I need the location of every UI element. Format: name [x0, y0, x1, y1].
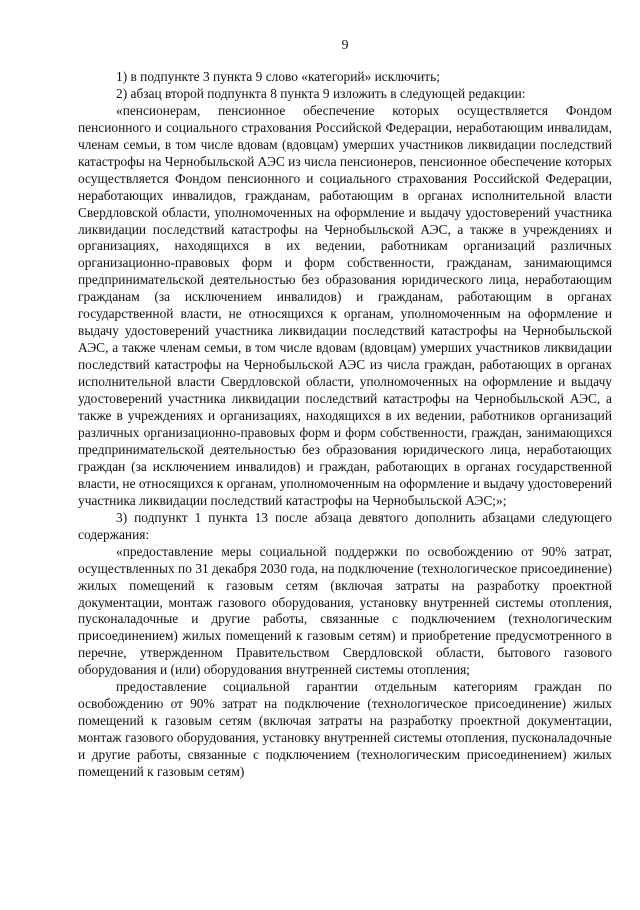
paragraph-new-wording: «пенсионерам, пенсионное обеспечение которых осуществляется Фондом пенсионного и социального страхования Российской Федерации, неработающим инвалидам, членам семьи, в том числе вдовам (вдовцам) умерших участников ликвидации последствий катастрофы на Чернобыльской АЭС из числа пенсионеров, пенсионное обеспечение которых осуществляется Фондом пенсионного и социального страхования Российской Федерации, неработающих инвалидов, гражданам, работающим в органах исполнительной власти Свердловской области, уполномоченных на оформление и выдачу удостоверений участника ликвидации последствий катастрофы на Чернобыльской АЭС, а также в учреждениях и организациях, находящихся в их ведении, работникам организаций различных организационно-правовых форм и форм собственности, гражданам, занимающимся предпринимательской деятельностью без образования юридического лица, неработающим гражданам (за исключением инвалидов) и гражданам, работающим в органах государственной власти, не относящихся к органам, уполномоченным на оформление и выдачу удостоверений участника ликвидации последствий катастрофы на Чернобыльской АЭС, а также членам семьи, в том числе вдовам (вдовцам) умерших участников ликвидации последствий катастрофы на Чернобыльской АЭС из числа граждан, работающих в органах исполнительной власти Свердловской области, уполномоченных на оформление и выдачу удостоверений участника ликвидации последствий катастрофы на Чернобыльской АЭС, а также в учреждениях и организациях, находящихся в их ведении, работников организаций различных организационно-правовых форм и форм собственности, граждан, занимающихся предпринимательской деятельностью без образования юридического лица, неработающих граждан (за исключением инвалидов) и граждан, работающих в органах государственной власти, не относящихся к органам, уполномоченным на оформление и выдачу удостоверений участника ликвидации последствий катастрофы на Чернобыльской АЭС;»;: [78, 102, 612, 508]
paragraph-item-1: 1) в подпункте 3 пункта 9 слово «категорий» исключить;: [116, 68, 440, 84]
page-number: 9: [341, 38, 349, 53]
paragraph-item-2: 2) абзац второй подпункта 8 пункта 9 изложить в следующей редакции:: [116, 85, 526, 101]
paragraph-social-guarantee: предоставление социальной гарантии отдельным категориям граждан по освобождению от 90% затрат на подключение (технологическое присоединение) жилых помещений к газовым сетям (включая затраты на разработку проектной документации, монтаж газового оборудования, установку внутренней системы отопления, пусконаладочные и другие работы, связанные с подключением (технологическим присоединением) жилых помещений к газовым сетям): [78, 679, 612, 780]
paragraph-item-3: 3) подпункт 1 пункта 13 после абзаца девятого дополнить абзацами следующего содержания:: [78, 509, 612, 542]
paragraph-social-support: «предоставление меры социальной поддержки по освобождению от 90% затрат, осуществленных по 31 декабря 2030 года, на подключение (технологическое присоединение) жилых помещений к газовым сетям (включая затраты на разработку проектной документации, монтаж газового оборудования, установку внутренней системы отопления, пусконаладочные и другие работы, связанные с подключением (технологическим присоединением) жилых помещений к газовым сетям) и приобретение предусмотренного в перечне, утвержденном Правительством Свердловской области, бытового газового оборудования и (или) оборудования внутренней системы отопления;: [78, 543, 612, 678]
document-page: [78, 38, 612, 781]
